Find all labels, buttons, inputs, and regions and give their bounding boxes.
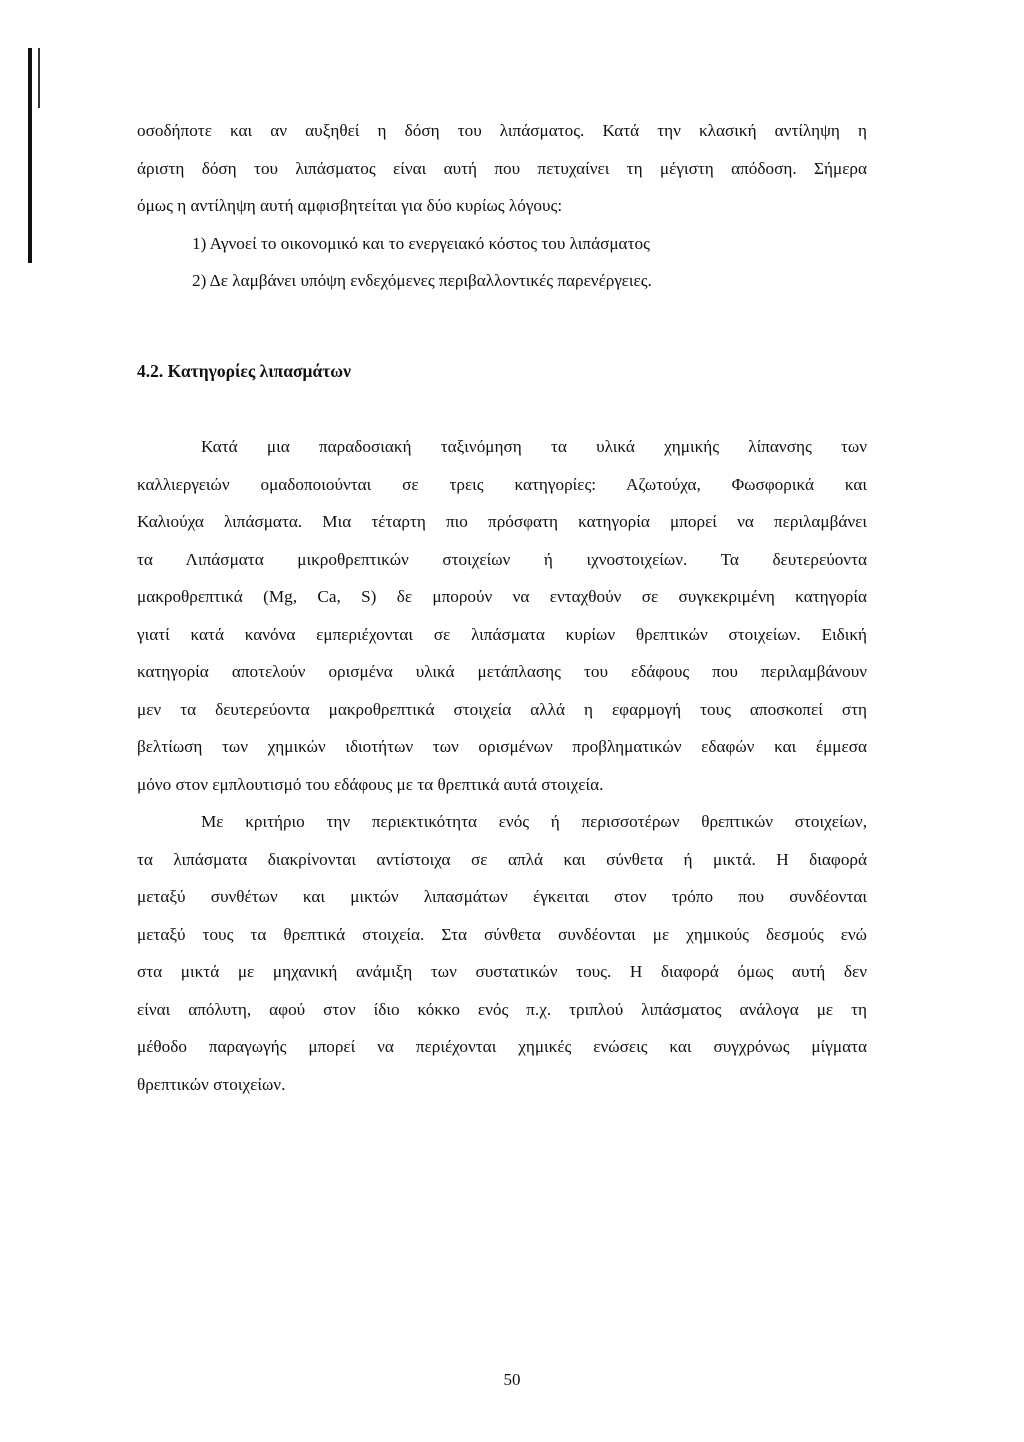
text-line: μακροθρεπτικά (Mg, Ca, S) δε μπορούν να ενταχθούν σε συγκεκριμένη κατηγορία <box>137 587 867 606</box>
text-line: μέθοδο παραγωγής μπορεί να περιέχονται χημικές ενώσεις και συγχρόνως μίγματα <box>137 1037 867 1056</box>
text-line: μεταξύ συνθέτων και μικτών λιπασμάτων έγκειται στον τρόπο που συνδέονται <box>137 887 867 906</box>
text-line: τα Λιπάσματα μικροθρεπτικών στοιχείων ή ιχνοστοιχείων. Τα δευτερεύοντα <box>137 549 867 569</box>
intro-paragraph <box>137 112 867 225</box>
text-line: στα μικτά με μηχανική ανάμιξη των συστατικών τους. Η διαφορά όμως αυτή δεν <box>137 962 867 981</box>
text-line: καλλιεργειών ομαδοποιούνται σε τρεις κατηγορίες: Αζωτούχα, Φωσφορικά και <box>137 474 867 494</box>
document-page <box>137 112 867 1103</box>
text-line: οσοδήποτε και αν αυξηθεί η δόση του λιπάσματος. Κατά την κλασική αντίληψη η <box>137 121 867 140</box>
text-line: κατηγορία αποτελούν ορισμένα υλικά μετάπλασης του εδάφους που περιλαμβάνουν <box>137 662 867 681</box>
paragraph-simple-compound <box>137 803 867 1103</box>
list-item: 1) Αγνοεί το οικονομικό και το ενεργειακό κόστος του λιπάσματος <box>192 233 650 253</box>
text-line: είναι απόλυτη, αφού στον ίδιο κόκκο ενός π.χ. τριπλού λιπάσματος ανάλογα με τη <box>137 999 867 1019</box>
paragraph-categories <box>137 428 867 803</box>
page-number: 50 <box>503 1370 521 1389</box>
text-line: Κατά μια παραδοσιακή ταξινόμηση τα υλικά χημικής λίπανσης των <box>201 437 867 456</box>
scan-edge-mark <box>28 48 32 263</box>
list-item: 2) Δε λαμβάνει υπόψη ενδεχόμενες περιβαλλοντικές παρενέργειες. <box>192 271 652 290</box>
text-line: όμως η αντίληψη αυτή αμφισβητείται για δύο κυρίως λόγους: <box>137 196 563 215</box>
section-heading: 4.2. Κατηγορίες λιπασμάτων <box>137 360 351 381</box>
text-line: γιατί κατά κανόνα εμπεριέχονται σε λιπάσματα κυρίων θρεπτικών στοιχείων. Ειδική <box>137 624 867 644</box>
text-line: Με κριτήριο την περιεκτικότητα ενός ή περισσοτέρων θρεπτικών στοιχείων, <box>201 812 867 831</box>
text-line: μόνο στον εμπλουτισμό του εδάφους με τα θρεπτικά αυτά στοιχεία. <box>137 774 604 794</box>
text-line: τα λιπάσματα διακρίνονται αντίστοιχα σε απλά και σύνθετα ή μικτά. Η διαφορά <box>137 849 867 869</box>
reasons-list <box>137 225 867 300</box>
scan-edge-mark-thin <box>38 48 40 108</box>
text-line: θρεπτικών στοιχείων. <box>137 1074 286 1094</box>
text-line: Καλιούχα λιπάσματα. Μια τέταρτη πιο πρόσφατη κατηγορία μπορεί να περιλαμβάνει <box>137 512 867 531</box>
text-line: μεταξύ τους τα θρεπτικά στοιχεία. Στα σύνθετα συνδέονται με χημικούς δεσμούς ενώ <box>137 924 867 944</box>
text-line: μεν τα δευτερεύοντα μακροθρεπτικά στοιχεία αλλά η εφαρμογή τους αποσκοπεί στη <box>137 699 867 719</box>
text-line: βελτίωση των χημικών ιδιοτήτων των ορισμένων προβληματικών εδαφών και έμμεσα <box>137 737 867 756</box>
text-line: άριστη δόση του λιπάσματος είναι αυτή που πετυχαίνει τη μέγιστη απόδοση. Σήμερα <box>137 158 867 178</box>
